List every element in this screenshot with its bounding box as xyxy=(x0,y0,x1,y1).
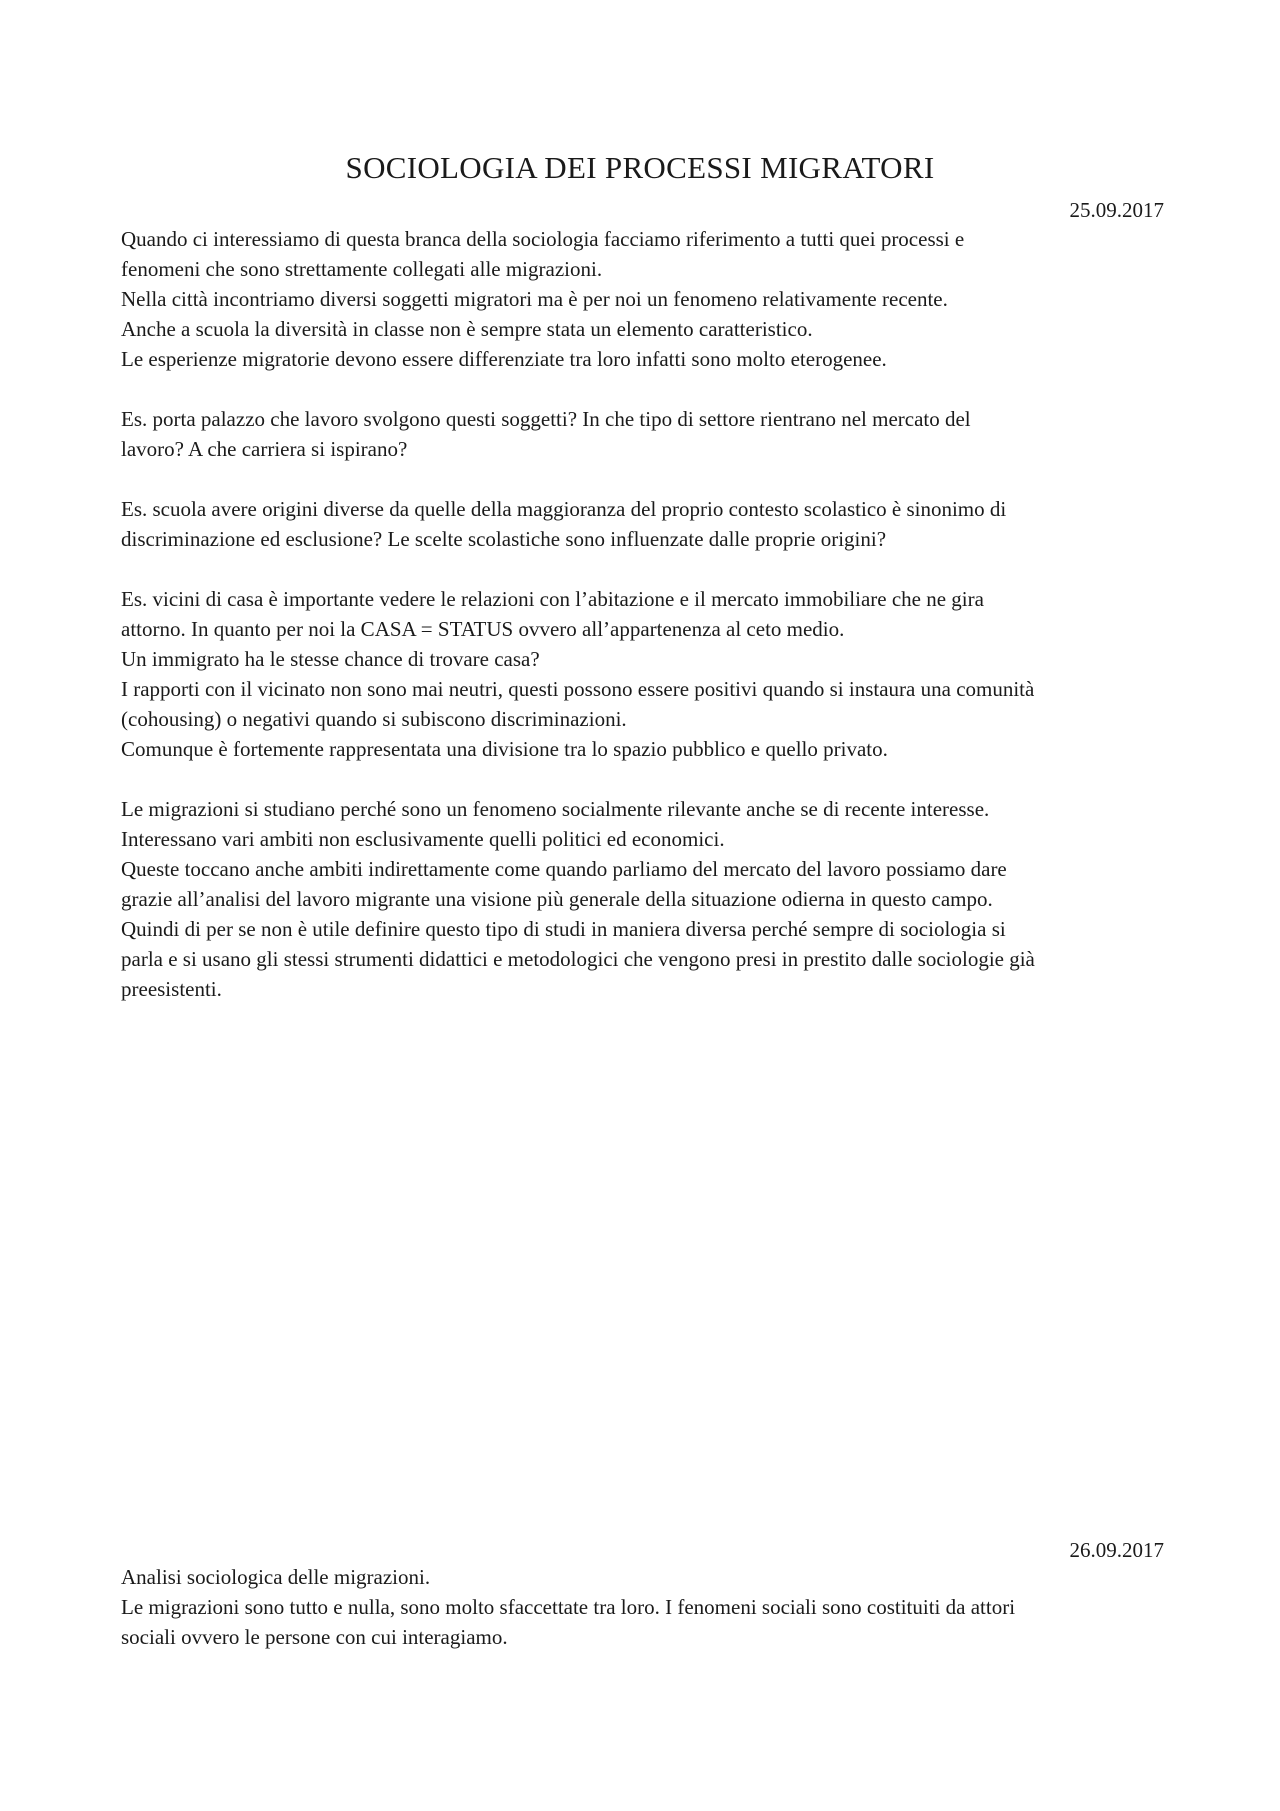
text-line: Es. scuola avere origini diverse da quelle della maggioranza del proprio contesto scolastico è sinonimo di xyxy=(121,497,1007,521)
text-line: Analisi sociologica delle migrazioni. xyxy=(121,1565,431,1589)
text-line: fenomeni che sono strettamente collegati alle migrazioni. xyxy=(121,257,603,281)
paragraph xyxy=(121,494,1171,554)
document-title: SOCIOLOGIA DEI PROCESSI MIGRATORI xyxy=(345,150,935,185)
text-line: Le migrazioni si studiano perché sono un fenomeno socialmente rilevante anche se di recente interesse. xyxy=(121,797,990,821)
entry-date: 25.09.2017 xyxy=(1069,198,1164,222)
text-line: Es. vicini di casa è importante vedere le relazioni con l’abitazione e il mercato immobiliare che ne gira xyxy=(121,587,984,611)
text-line: lavoro? A che carriera si ispirano? xyxy=(121,437,408,461)
text-line: (cohousing) o negativi quando si subiscono discriminazioni. xyxy=(121,707,627,731)
text-line: discriminazione ed esclusione? Le scelte scolastiche sono influenzate dalle proprie origini? xyxy=(121,527,887,551)
paragraph-spacer xyxy=(121,464,1171,494)
entry-body xyxy=(121,1562,1171,1652)
text-line: Nella città incontriamo diversi soggetti migratori ma è per noi un fenomeno relativamente recente. xyxy=(121,287,948,311)
entry-date: 26.09.2017 xyxy=(1069,1538,1164,1562)
paragraph xyxy=(121,404,1171,464)
text-line: preesistenti. xyxy=(121,977,222,1001)
text-line: Un immigrato ha le stesse chance di trovare casa? xyxy=(121,647,540,671)
paragraph xyxy=(121,584,1171,764)
text-line: Es. porta palazzo che lavoro svolgono questi soggetti? In che tipo di settore rientrano nel mercato del xyxy=(121,407,971,431)
paragraph xyxy=(121,1562,1171,1652)
paragraph xyxy=(121,224,1171,374)
paragraph xyxy=(121,794,1171,1004)
text-line: I rapporti con il vicinato non sono mai neutri, questi possono essere positivi quando si instaura una comunità xyxy=(121,677,1035,701)
text-line: grazie all’analisi del lavoro migrante una visione più generale della situazione odierna in questo campo. xyxy=(121,887,993,911)
text-line: sociali ovvero le persone con cui interagiamo. xyxy=(121,1625,508,1649)
text-line: Anche a scuola la diversità in classe non è sempre stata un elemento caratteristico. xyxy=(121,317,813,341)
paragraph-spacer xyxy=(121,374,1171,404)
text-line: parla e si usano gli stessi strumenti didattici e metodologici che vengono presi in prestito dalle sociologie già xyxy=(121,947,1035,971)
paragraph-spacer xyxy=(121,764,1171,794)
text-line: Queste toccano anche ambiti indirettamente come quando parliamo del mercato del lavoro possiamo dare xyxy=(121,857,1007,881)
text-line: Quindi di per se non è utile definire questo tipo di studi in maniera diversa perché sempre di sociologia si xyxy=(121,917,1006,941)
text-line: Quando ci interessiamo di questa branca della sociologia facciamo riferimento a tutti quei processi e xyxy=(121,227,965,251)
text-line: Interessano vari ambiti non esclusivamente quelli politici ed economici. xyxy=(121,827,725,851)
text-line: Le esperienze migratorie devono essere differenziate tra loro infatti sono molto eterogenee. xyxy=(121,347,887,371)
entry-body xyxy=(121,224,1171,1004)
paragraph-spacer xyxy=(121,554,1171,584)
text-line: attorno. In quanto per noi la CASA = STATUS ovvero all’appartenenza al ceto medio. xyxy=(121,617,845,641)
text-line: Le migrazioni sono tutto e nulla, sono molto sfaccettate tra loro. I fenomeni sociali sono costituiti da attori xyxy=(121,1595,1016,1619)
text-line: Comunque è fortemente rappresentata una divisione tra lo spazio pubblico e quello privato. xyxy=(121,737,888,761)
